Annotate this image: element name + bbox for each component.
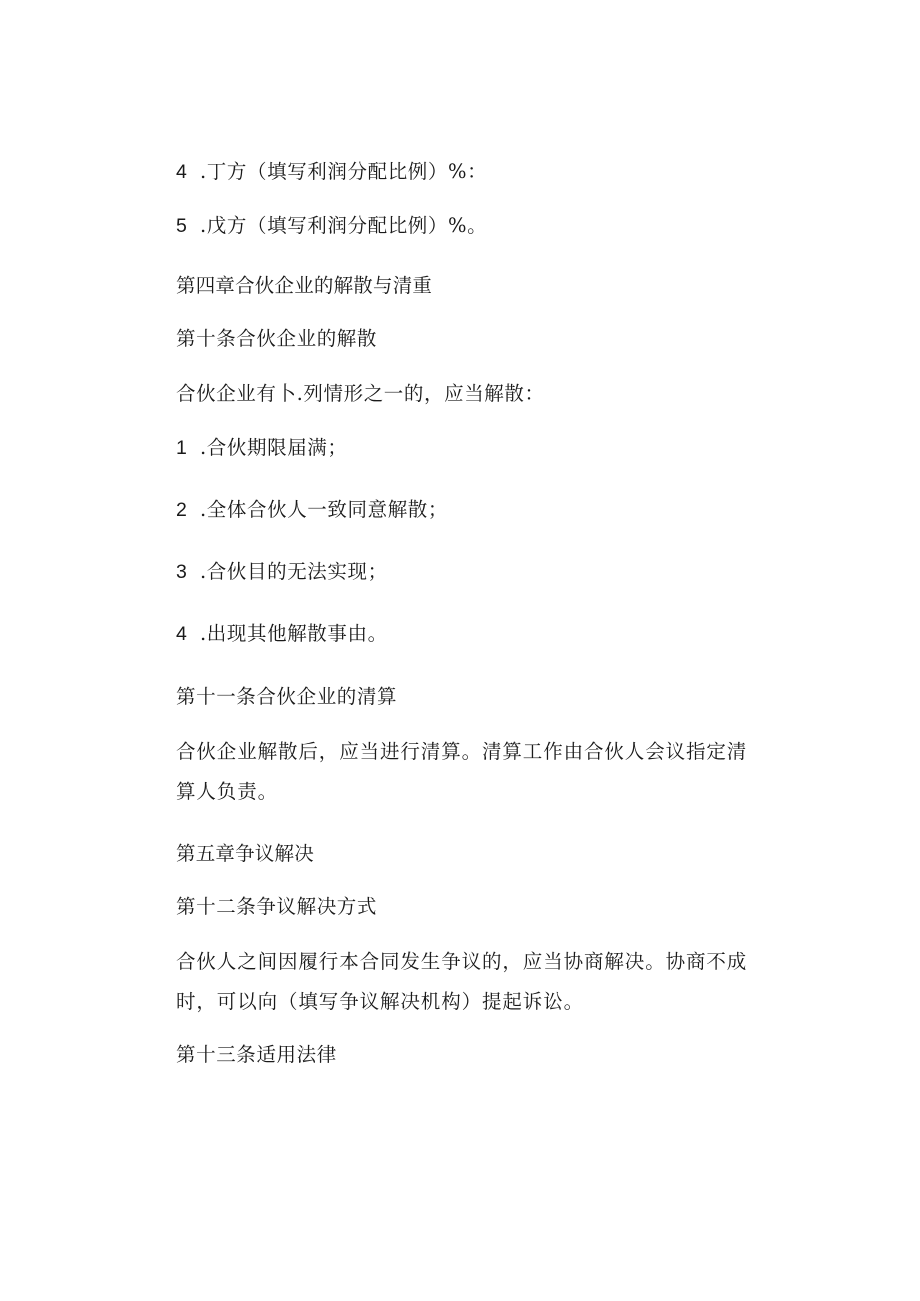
article-10-title: 第十条合伙企业的解散: [176, 327, 378, 350]
list-text: .合伙期限届满；: [200, 436, 348, 459]
article-11-title: 第十一条合伙企业的清算: [176, 685, 398, 708]
chapter-5-title: 第五章争议解决: [176, 842, 314, 865]
list-number: 4: [176, 161, 188, 183]
dissolution-item-1: [176, 436, 348, 460]
article-12-body: 合伙人之间因履行本合同发生争议的，应当协商解决。协商不成时，可以向（填写争议解决机构）提起诉讼。: [176, 950, 748, 1013]
article-13-title: 第十三条适用法律: [176, 1043, 337, 1066]
profit-item-4: [176, 160, 487, 184]
list-text: .全体合伙人一致同意解散；: [200, 498, 448, 521]
list-text: .丁方（填写利润分配比例）%：: [200, 160, 488, 183]
list-text: .出现其他解散事由。: [200, 622, 388, 645]
dissolution-item-4: [176, 622, 388, 646]
list-number: 1: [176, 437, 188, 459]
list-number: 4: [176, 623, 188, 645]
article-11-body: 合伙企业解散后，应当进行清算。清算工作由合伙人会议指定清算人负责。: [176, 740, 748, 803]
article-10-intro: 合伙企业有卜.列情形之一的，应当解散：: [176, 382, 545, 405]
list-text: .合伙目的无法实现；: [200, 560, 388, 583]
list-number: 5: [176, 215, 188, 237]
dissolution-item-3: [176, 560, 388, 584]
dissolution-item-2: [176, 498, 448, 522]
profit-item-5: [176, 214, 487, 238]
list-number: 2: [176, 499, 188, 521]
list-number: 3: [176, 561, 188, 583]
list-text: .戊方（填写利润分配比例）%。: [200, 214, 488, 237]
article-12-title: 第十二条争议解决方式: [176, 895, 378, 918]
chapter-4-title: 第四章合伙企业的解散与清重: [176, 274, 433, 297]
